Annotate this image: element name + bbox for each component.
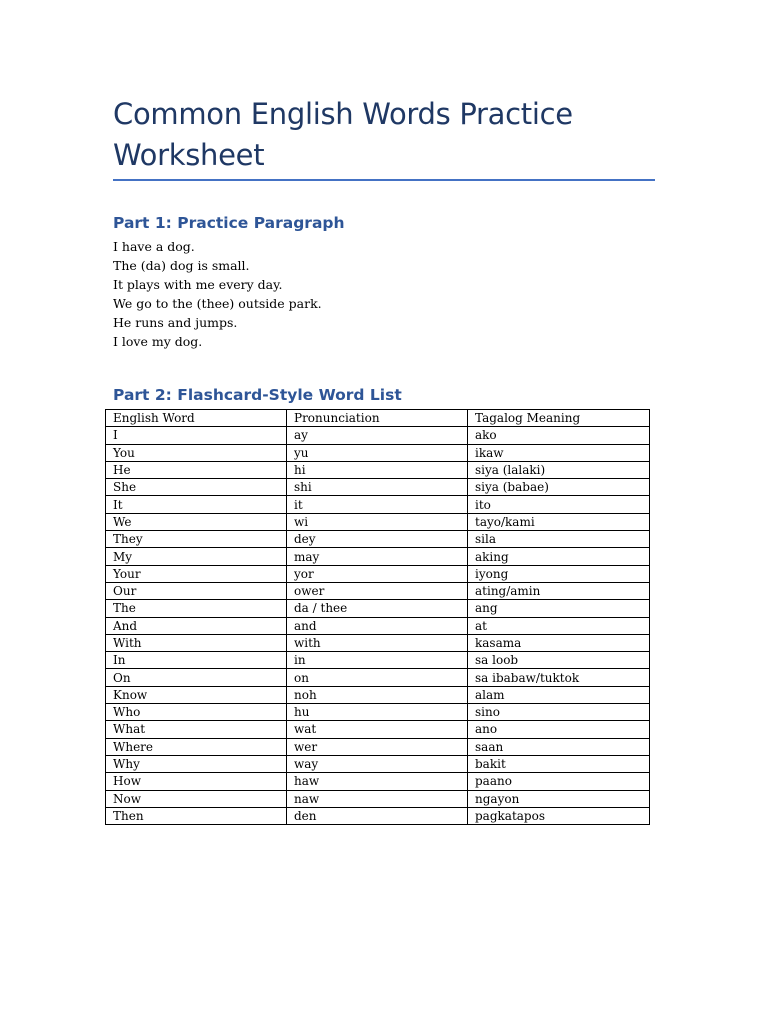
paragraph-line: The (da) dog is small. [113, 258, 250, 273]
paragraph-line: We go to the (thee) outside park. [113, 296, 322, 311]
cell-tagalog-meaning: sila [468, 531, 650, 548]
cell-english-word: In [106, 652, 287, 669]
cell-english-word: With [106, 634, 287, 651]
cell-tagalog-meaning: kasama [468, 634, 650, 651]
cell-pronunciation: ower [287, 582, 468, 599]
cell-english-word: Now [106, 790, 287, 807]
cell-tagalog-meaning: bakit [468, 755, 650, 772]
column-header-pronunciation: Pronunciation [287, 410, 468, 427]
cell-pronunciation: hi [287, 461, 468, 478]
cell-english-word: Then [106, 807, 287, 824]
cell-pronunciation: way [287, 755, 468, 772]
table-row [106, 652, 650, 669]
column-header-tagalog: Tagalog Meaning [468, 410, 650, 427]
cell-pronunciation: dey [287, 531, 468, 548]
part1-heading: Part 1: Practice Paragraph [113, 214, 345, 232]
cell-tagalog-meaning: ano [468, 721, 650, 738]
cell-tagalog-meaning: ating/amin [468, 582, 650, 599]
cell-english-word: The [106, 600, 287, 617]
cell-tagalog-meaning: tayo/kami [468, 513, 650, 530]
cell-pronunciation: yu [287, 444, 468, 461]
cell-tagalog-meaning: paano [468, 773, 650, 790]
cell-tagalog-meaning: ikaw [468, 444, 650, 461]
table-row [106, 704, 650, 721]
cell-english-word: And [106, 617, 287, 634]
cell-english-word: Why [106, 755, 287, 772]
cell-pronunciation: wat [287, 721, 468, 738]
cell-tagalog-meaning: iyong [468, 565, 650, 582]
title-divider [113, 179, 655, 181]
cell-pronunciation: with [287, 634, 468, 651]
table-row [106, 738, 650, 755]
table-row [106, 427, 650, 444]
table-row [106, 565, 650, 582]
part2-heading: Part 2: Flashcard-Style Word List [113, 386, 402, 404]
paragraph-line: I have a dog. [113, 239, 195, 254]
cell-english-word: I [106, 427, 287, 444]
cell-english-word: It [106, 496, 287, 513]
cell-english-word: He [106, 461, 287, 478]
paragraph-line: He runs and jumps. [113, 315, 238, 330]
cell-pronunciation: hu [287, 704, 468, 721]
word-rows [106, 427, 650, 825]
cell-tagalog-meaning: ang [468, 600, 650, 617]
table-row [106, 790, 650, 807]
cell-pronunciation: shi [287, 479, 468, 496]
table-row [106, 531, 650, 548]
practice-paragraph [113, 237, 653, 351]
table-row [106, 582, 650, 599]
cell-english-word: Where [106, 738, 287, 755]
cell-tagalog-meaning: siya (babae) [468, 479, 650, 496]
cell-english-word: She [106, 479, 287, 496]
table-row [106, 669, 650, 686]
cell-pronunciation: wi [287, 513, 468, 530]
cell-tagalog-meaning: siya (lalaki) [468, 461, 650, 478]
cell-pronunciation: on [287, 669, 468, 686]
cell-english-word: You [106, 444, 287, 461]
cell-english-word: We [106, 513, 287, 530]
cell-english-word: My [106, 548, 287, 565]
cell-pronunciation: naw [287, 790, 468, 807]
cell-tagalog-meaning: sino [468, 704, 650, 721]
table-row [106, 548, 650, 565]
word-list-table [105, 409, 650, 825]
table-row [106, 773, 650, 790]
table-row [106, 721, 650, 738]
paragraph-line: It plays with me every day. [113, 277, 283, 292]
cell-english-word: Who [106, 704, 287, 721]
table-row [106, 755, 650, 772]
cell-pronunciation: in [287, 652, 468, 669]
cell-english-word: Know [106, 686, 287, 703]
cell-pronunciation: haw [287, 773, 468, 790]
cell-tagalog-meaning: ako [468, 427, 650, 444]
cell-tagalog-meaning: pagkatapos [468, 807, 650, 824]
page-title: Common English Words Practice Worksheet [113, 97, 573, 172]
cell-tagalog-meaning: ngayon [468, 790, 650, 807]
cell-english-word: They [106, 531, 287, 548]
table-row [106, 479, 650, 496]
cell-english-word: Your [106, 565, 287, 582]
cell-pronunciation: and [287, 617, 468, 634]
cell-pronunciation: wer [287, 738, 468, 755]
table-row [106, 444, 650, 461]
cell-tagalog-meaning: at [468, 617, 650, 634]
cell-pronunciation: may [287, 548, 468, 565]
cell-pronunciation: ay [287, 427, 468, 444]
cell-tagalog-meaning: aking [468, 548, 650, 565]
table-row [106, 807, 650, 824]
table-row [106, 686, 650, 703]
column-header-english: English Word [106, 410, 287, 427]
table-row [106, 634, 650, 651]
cell-pronunciation: it [287, 496, 468, 513]
table-row [106, 600, 650, 617]
cell-tagalog-meaning: sa ibabaw/tuktok [468, 669, 650, 686]
cell-english-word: Our [106, 582, 287, 599]
cell-tagalog-meaning: saan [468, 738, 650, 755]
cell-english-word: How [106, 773, 287, 790]
cell-pronunciation: den [287, 807, 468, 824]
cell-pronunciation: yor [287, 565, 468, 582]
table-row [106, 513, 650, 530]
cell-pronunciation: noh [287, 686, 468, 703]
cell-english-word: What [106, 721, 287, 738]
cell-tagalog-meaning: ito [468, 496, 650, 513]
cell-tagalog-meaning: alam [468, 686, 650, 703]
cell-pronunciation: da / thee [287, 600, 468, 617]
table-row [106, 461, 650, 478]
cell-tagalog-meaning: sa loob [468, 652, 650, 669]
table-row [106, 496, 650, 513]
paragraph-line: I love my dog. [113, 334, 203, 349]
table-header-row [106, 410, 650, 427]
table-row [106, 617, 650, 634]
cell-english-word: On [106, 669, 287, 686]
